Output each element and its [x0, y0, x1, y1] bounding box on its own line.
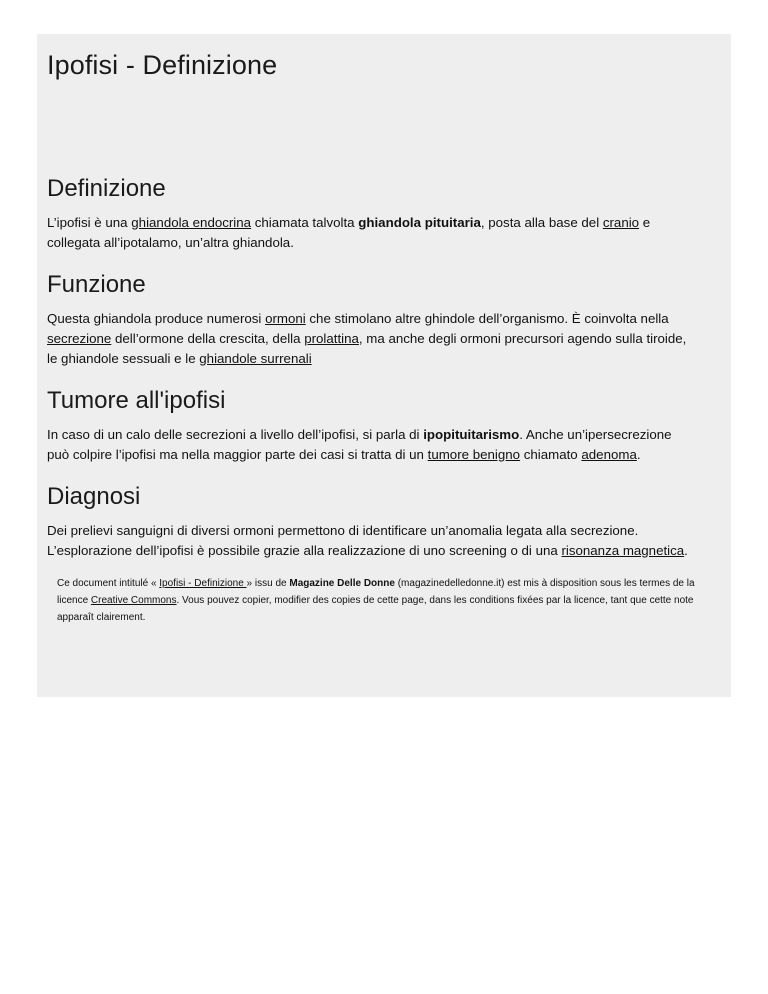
section-text-funzione	[47, 309, 697, 369]
text-fragment: » issu de	[246, 578, 290, 589]
text-fragment: (magazinedelledonne.it) est mis à disposition sous les termes de la licence	[57, 578, 695, 606]
link-creative-commons[interactable]: Creative Commons	[90, 595, 177, 606]
section-text-diagnosi	[47, 521, 697, 561]
link-cranio[interactable]: cranio	[602, 215, 640, 230]
text-fragment: chiamata talvolta	[251, 215, 359, 230]
text-fragment: . Anche un’ipersecrezione può colpire l’ipofisi ma nella maggior parte dei casi si tratta di un	[47, 427, 672, 462]
section-heading-definizione: Definizione	[47, 175, 166, 202]
section-diagnosi	[47, 483, 697, 561]
section-text-tumore	[47, 425, 697, 465]
bold-ipopituitarismo: ipopituitarismo	[423, 427, 520, 442]
text-fragment: , ma anche degli ormoni precursori agendo sulla tiroide, le ghiandole sessuali e le	[47, 331, 687, 366]
link-ormoni[interactable]: ormoni	[265, 311, 306, 326]
link-risonanza-magnetica[interactable]: risonanza magnetica	[561, 543, 685, 558]
text-fragment: In caso di un calo delle secrezioni a livello dell’ipofisi, si parla di	[47, 427, 424, 442]
page-title: Ipofisi - Definizione	[47, 50, 278, 80]
section-funzione	[47, 271, 697, 369]
text-fragment: Questa ghiandola produce numerosi	[47, 311, 266, 326]
link-adenoma[interactable]: adenoma	[581, 447, 637, 462]
content-panel	[37, 34, 731, 697]
link-document-title[interactable]: Ipofisi - Definizione	[159, 578, 247, 589]
license-note	[57, 575, 697, 626]
text-fragment: , posta alla base del	[480, 215, 603, 230]
text-fragment: che stimolano altre ghindole dell’organismo. È coinvolta nella	[305, 311, 669, 326]
text-fragment: e collegata all’ipotalamo, un’altra ghiandola.	[47, 215, 651, 250]
link-ghiandola-endocrina[interactable]: ghiandola endocrina	[131, 215, 252, 230]
link-tumore-benigno[interactable]: tumore benigno	[427, 447, 521, 462]
section-heading-funzione: Funzione	[47, 271, 146, 298]
text-fragment: Ce document intitulé «	[57, 578, 160, 589]
section-heading-tumore: Tumore all'ipofisi	[47, 387, 226, 414]
source-name: Magazine Delle Donne	[289, 578, 395, 589]
link-ghiandole-surrenali[interactable]: ghiandole surrenali	[199, 351, 312, 366]
section-definizione	[47, 175, 697, 253]
bold-ghiandola-pituitaria: ghiandola pituitaria	[358, 215, 481, 230]
link-prolattina[interactable]: prolattina	[304, 331, 359, 346]
section-heading-diagnosi: Diagnosi	[47, 483, 141, 510]
text-fragment: .	[684, 543, 688, 558]
text-fragment: .	[636, 447, 641, 462]
text-fragment: . Vous pouvez copier, modifier des copies de cette page, dans les conditions fixées par la licence, tant que cette note apparaît clairement.	[57, 595, 694, 623]
link-secrezione[interactable]: secrezione	[47, 331, 112, 346]
text-fragment: L’ipofisi è una	[47, 215, 132, 230]
text-fragment: dell’ormone della crescita, della	[111, 331, 305, 346]
section-tumore	[47, 387, 697, 465]
section-text-definizione	[47, 213, 697, 253]
text-fragment: Dei prelievi sanguigni di diversi ormoni permettono di identificare un’anomalia legata alla secrezione. L’esplorazione dell’ipofisi è possibile grazie alla realizzazione di uno screening o di una	[47, 523, 639, 558]
text-fragment: chiamato	[520, 447, 582, 462]
